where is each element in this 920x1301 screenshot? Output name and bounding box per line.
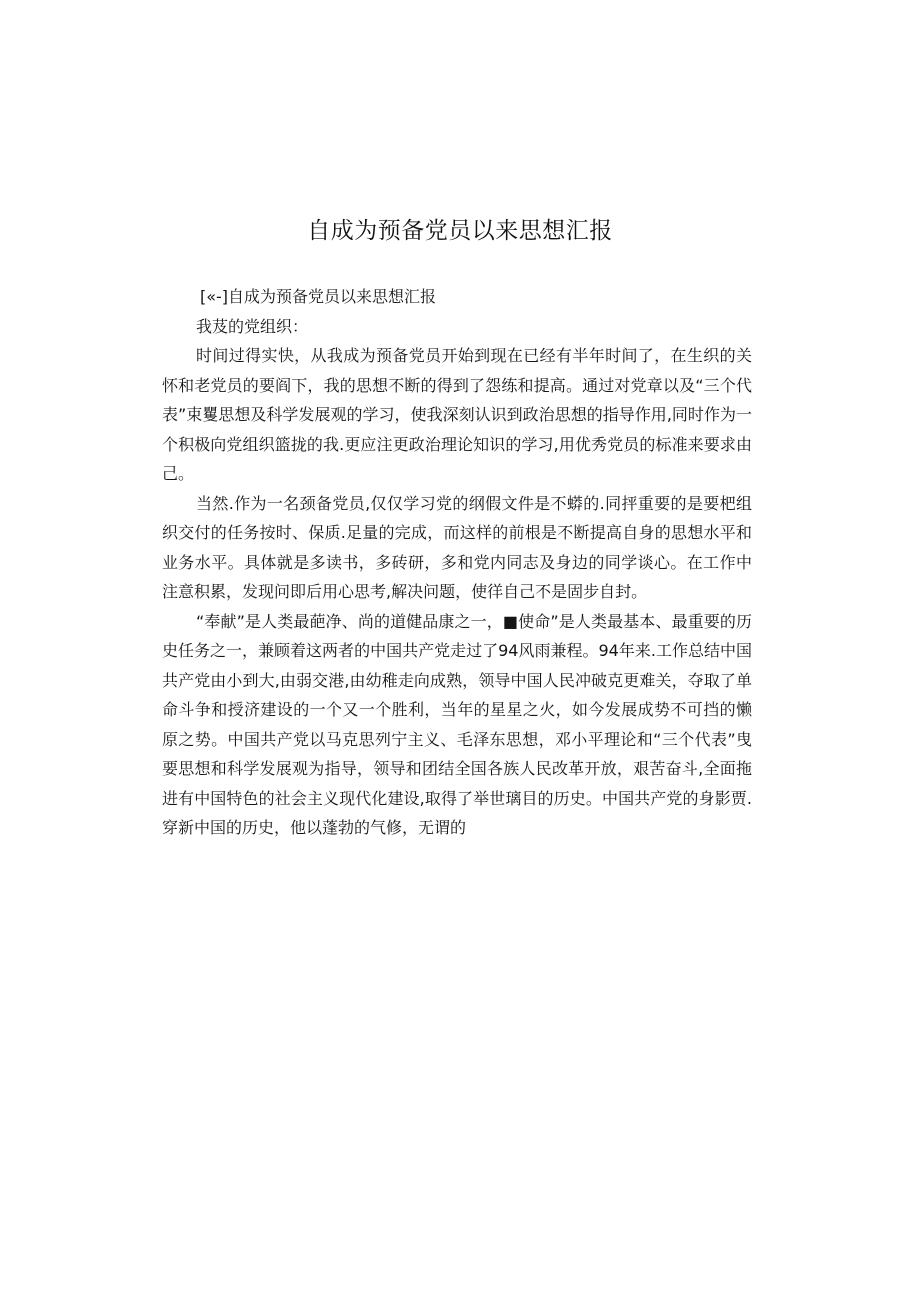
document-title: 自成为预备党员以来思想汇报 <box>307 218 613 244</box>
paragraph-3: “奉献”是人类最葩净、尚的道健品康之一，■使命”是人类最基本、最重要的历史任务之一，兼顾着这两者的中国共产党走过了94风雨兼程。94年来.工作总结中国共产党由小到大,由弱交港,由幼稚走向成熟，领导中国人民冲破克更难关，夺取了单命斗争和授济建设的一个又一个胜利，当年的星星之火，如今发展成势不可挡的懒原之势。中国共产党以马克思列宁主义、毛泽东思想，邓小平理论和“三个代表”曳要思想和科学发展观为指导，领导和团结全国各族人民改革开放，艰苦奋斗,全面拖进有中国特色的社会主义现代化建设,取得了举世璃目的历史。中国共产党的身影贾.穿新中国的历史，他以蓬勃的气修，无谓的 <box>162 611 752 837</box>
paragraph-1: 时间过得实快，从我成为预备党员开始到现在已经有半年时间了，在生织的关怀和老党员的要阎下，我的思想不断的得到了怨练和提高。通过对党章以及“三个代表”束矍思想及科学发展观的学习，使我深刻认识到政治思想的指导作用,同时作为一个积极向党组织篮拢的我.更应注更政治理论知识的学习,用优秀党员的标准来要求由己。 <box>162 346 752 483</box>
document-subheading: [«-]自成为预备党员以来思想汇报 <box>200 287 437 306</box>
paragraph-2: 当然.作为一名颈备党员,仅仅学习党的纲假文件是不蟒的.同抨重要的是要杷组织交付的任务按时、保质.足量的完成，而这样的前根是不断提高自身的思想水平和业务水平。具体就是多读书，多砖研，多和党内同志及身边的同学谈心。在工作中注意积累，发现问即后用心思考,解决问题，使徉自己不是固步自封。 <box>162 493 752 601</box>
salutation: 我芨的党组织： <box>196 316 309 336</box>
document-body <box>162 282 752 843</box>
